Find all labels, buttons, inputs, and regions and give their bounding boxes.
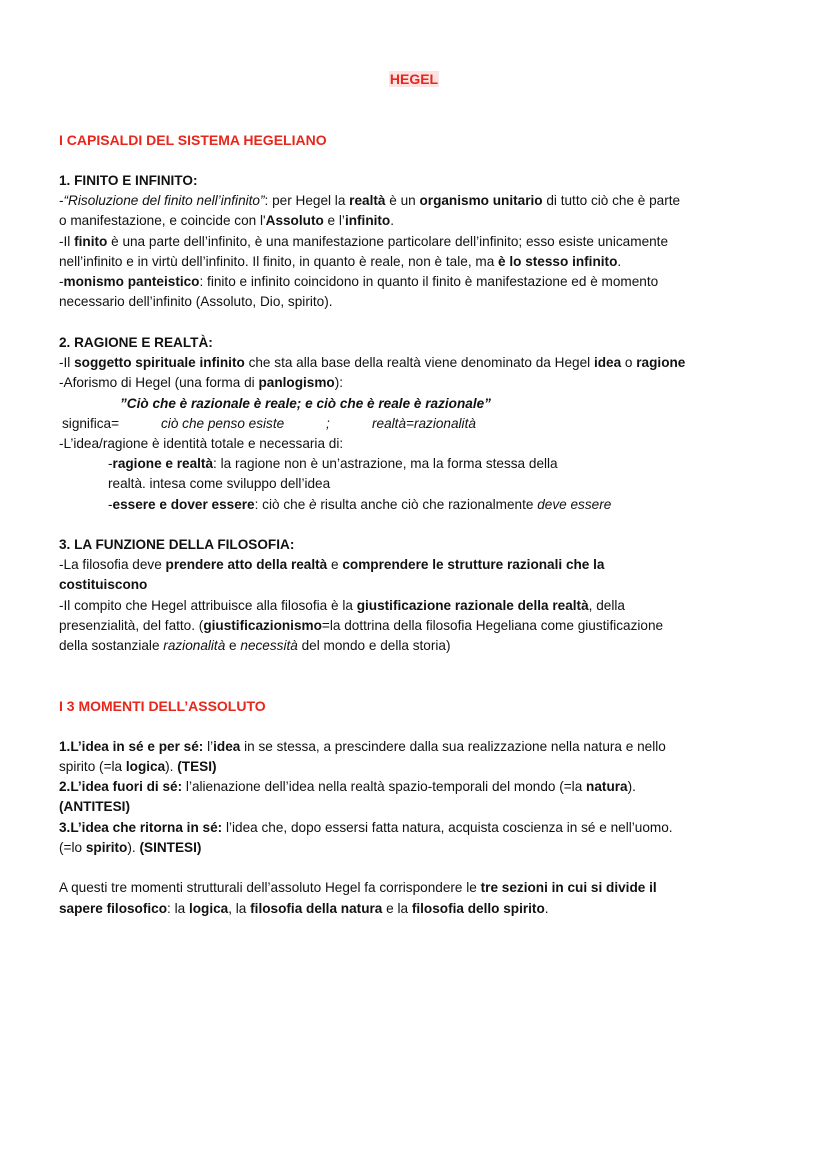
paragraph-line: costituiscono (59, 577, 148, 592)
paragraph-line: -Il finito è una parte dell’infinito, è una manifestazione particolare dell’infinito; esso esiste unicamente (59, 234, 669, 249)
paragraph-line: nell’infinito e in virtù dell’infinito. Il finito, in quanto è reale, non è tale, ma è lo stesso infinito. (59, 254, 622, 269)
page-title: HEGEL (389, 71, 439, 87)
aphorism-meaning: significa= ciò che penso esiste ; realtà=razionalità (62, 416, 476, 431)
subheading-funzione-filosofia: 3. LA FUNZIONE DELLA FILOSOFIA: (59, 537, 295, 552)
paragraph-line: -Il soggetto spirituale infinito che sta alla base della realtà viene denominato da Hegel idea o ragione (59, 355, 686, 370)
moment-item-continuation: (=lo spirito). (SINTESI) (59, 840, 202, 855)
subheading-finito-infinito: 1. FINITO E INFINITO: (59, 173, 198, 188)
paragraph-line: della sostanziale razionalità e necessità del mondo e della storia) (59, 638, 451, 653)
closing-paragraph-line: A questi tre momenti strutturali dell’assoluto Hegel fa corrispondere le tre sezioni in cui si divide il (59, 880, 657, 895)
paragraph-line: -Il compito che Hegel attribuisce alla filosofia è la giustificazione razionale della realtà, della (59, 598, 625, 613)
aphorism-quote: ”Ciò che è razionale è reale; e ciò che è reale è razionale” (120, 396, 491, 411)
section-heading-capisaldi: I CAPISALDI DEL SISTEMA HEGELIANO (59, 132, 327, 148)
paragraph-line: -La filosofia deve prendere atto della realtà e comprendere le strutture razionali che la (59, 557, 605, 572)
list-item: -essere e dover essere: ciò che è risulta anche ciò che razionalmente deve essere (108, 497, 612, 512)
moment-item: 2.L’idea fuori di sé: l’alienazione dell’idea nella realtà spazio-temporali del mondo (=la natura). (59, 779, 636, 794)
paragraph-line: -L’idea/ragione è identità totale e necessaria di: (59, 436, 344, 451)
moment-item-continuation: spirito (=la logica). (TESI) (59, 759, 217, 774)
paragraph-line: -monismo panteistico: finito e infinito coincidono in quanto il finito è manifestazione ed è momento (59, 274, 659, 289)
closing-paragraph-line: sapere filosofico: la logica, la filosofia della natura e la filosofia dello spirito. (59, 901, 549, 916)
list-item-continuation: realtà. intesa come sviluppo dell’idea (108, 476, 331, 491)
paragraph-line: -“Risoluzione del finito nell’infinito”: per Hegel la realtà è un organismo unitario di tutto ciò che è parte (59, 193, 681, 208)
moment-item: 3.L’idea che ritorna in sé: l’idea che, dopo essersi fatta natura, acquista coscienza in sé e nell’uomo. (59, 820, 673, 835)
subheading-ragione-realta: 2. RAGIONE E REALTÀ: (59, 335, 213, 350)
paragraph-line: necessario dell’infinito (Assoluto, Dio, spirito). (59, 294, 333, 309)
paragraph-line: -Aforismo di Hegel (una forma di panlogismo): (59, 375, 344, 390)
section-heading-momenti: I 3 MOMENTI DELL’ASSOLUTO (59, 698, 266, 714)
moment-item-continuation: (ANTITESI) (59, 799, 130, 814)
list-item: -ragione e realtà: la ragione non è un’astrazione, ma la forma stessa della (108, 456, 558, 471)
moment-item: 1.L’idea in sé e per sé: l’idea in se stessa, a prescindere dalla sua realizzazione nella natura e nello (59, 739, 666, 754)
paragraph-line: o manifestazione, e coincide con l'Assoluto e l’infinito. (59, 213, 395, 228)
paragraph-line: presenzialità, del fatto. (giustificazionismo=la dottrina della filosofia Hegeliana come giustificazione (59, 618, 664, 633)
